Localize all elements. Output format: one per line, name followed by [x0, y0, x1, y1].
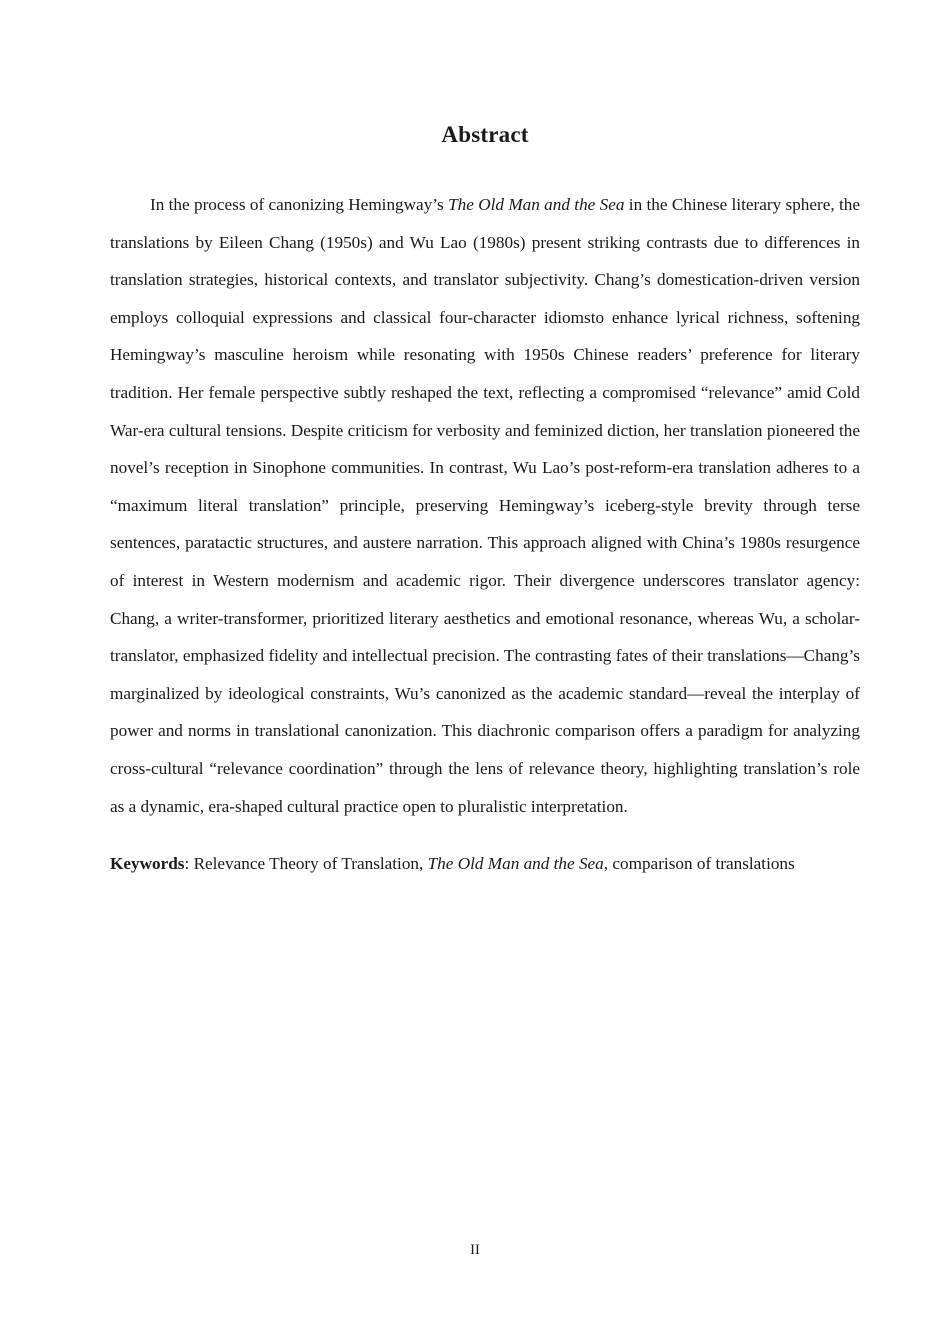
page-content: [110, 0, 860, 876]
abstract-paragraph: [110, 148, 860, 825]
page-title: Abstract: [441, 122, 529, 147]
keywords-segment-2: comparison of translations: [608, 854, 795, 874]
keywords-separator: :: [184, 854, 194, 874]
abstract-text-segment-1: In the process of canonizing Hemingway’s: [150, 195, 449, 214]
keywords-segment-1: Relevance Theory of Translation,: [193, 854, 428, 874]
page-number-footer: II: [470, 1242, 480, 1258]
keywords-label: Keywords: [110, 854, 185, 874]
abstract-work-title: The Old Man and the Sea: [448, 195, 625, 214]
keywords-paragraph: [110, 825, 860, 876]
keywords-work-title: The Old Man and the Sea,: [427, 854, 609, 874]
abstract-text-segment-2: in the Chinese literary sphere, the translations by Eileen Chang (1950s) and Wu Lao (1980s) present striking contrasts due to differences in translation strategies, historical contexts, and translator subjectivity. Chang’s domestication-driven version employs colloquial expressions and classical four-character idiomsto enhance lyrical richness, softening Hemingway’s masculine heroism while resonating with 1950s Chinese readers’ preference for literary tradition. Her female perspective subtly reshaped the text, reflecting a compromised “relevance” amid Cold War-era cultural tensions. Despite criticism for verbosity and feminized diction, her translation pioneered the novel’s reception in Sinophone communities. In contrast, Wu Lao’s post-reform-era translation adheres to a “maximum literal translation” principle, preserving Hemingway’s iceberg-style brevity through terse sentences, paratactic structures, and austere narration. This approach aligned with China’s 1980s resurgence of interest in Western modernism and academic rigor. Their divergence underscores translator agency: Chang, a writer-transformer, prioritized literary aesthetics and emotional resonance, whereas Wu, a scholar-translator, emphasized fidelity and intellectual precision. The contrasting fates of their translations—Chang’s marginalized by ideological constraints, Wu’s canonized as the academic standard—reveal the interplay of power and norms in translational canonization. This diachronic comparison offers a paradigm for analyzing cross-cultural “relevance coordination” through the lens of relevance theory, highlighting translation’s role as a dynamic, era-shaped cultural practice open to pluralistic interpretation.: [110, 195, 860, 816]
